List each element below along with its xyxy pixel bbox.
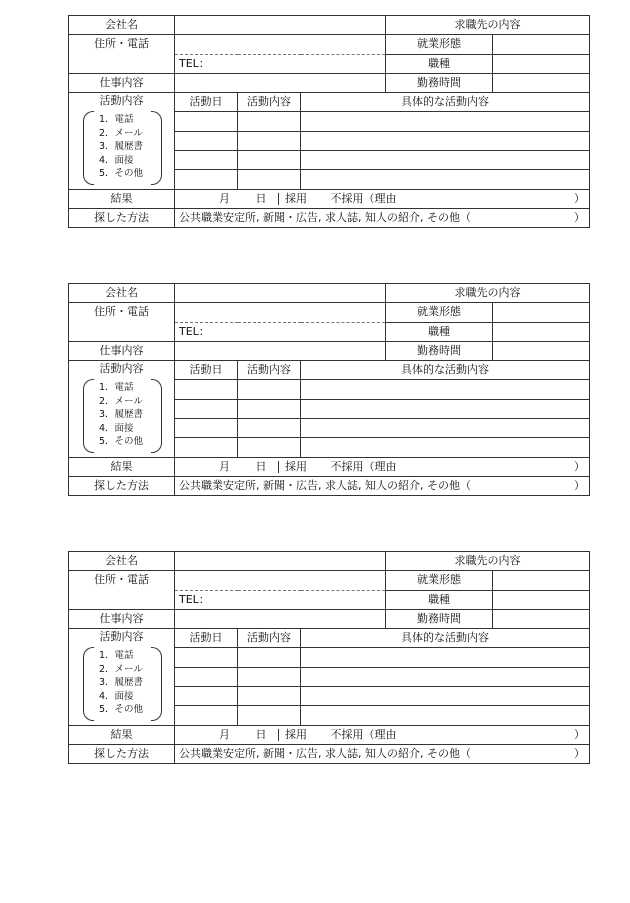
activity-date-input[interactable] bbox=[175, 687, 238, 706]
address-input[interactable] bbox=[175, 303, 386, 322]
activity-detail-input[interactable] bbox=[301, 648, 590, 667]
job-content-input[interactable] bbox=[175, 341, 386, 360]
job-search-record-form bbox=[68, 551, 589, 764]
result-field[interactable] bbox=[175, 189, 590, 208]
activity-detail-input[interactable] bbox=[301, 151, 590, 170]
job-search-record-form bbox=[68, 283, 589, 496]
activity-date-input[interactable] bbox=[175, 667, 238, 686]
activity-detail-input[interactable] bbox=[301, 170, 590, 189]
activity-content-input[interactable] bbox=[238, 706, 301, 725]
job-content-label: 仕事内容 bbox=[69, 609, 175, 628]
activity-date-header: 活動日 bbox=[175, 93, 238, 112]
employment-type-input[interactable] bbox=[493, 303, 590, 322]
activity-date-header: 活動日 bbox=[175, 361, 238, 380]
activity-content-input[interactable] bbox=[238, 399, 301, 418]
activity-content-input[interactable] bbox=[238, 170, 301, 189]
job-content-label: 仕事内容 bbox=[69, 341, 175, 360]
result-field[interactable] bbox=[175, 725, 590, 744]
activity-type-list bbox=[83, 647, 162, 721]
activity-date-input[interactable] bbox=[175, 380, 238, 399]
employment-type-label: 就業形態 bbox=[386, 303, 493, 322]
rejected-option[interactable]: 不採用（理由 bbox=[330, 191, 397, 205]
activity-type-item: 4．面接 bbox=[99, 690, 134, 702]
activity-content-header: 活動内容 bbox=[238, 361, 301, 380]
activity-label: 活動内容 bbox=[99, 630, 144, 644]
activity-type-item: 2．メール bbox=[99, 395, 143, 407]
method-text: 公共職業安定所, 新聞・広告, 求人誌, 知人の紹介, その他（ bbox=[179, 479, 471, 493]
activity-detail-input[interactable] bbox=[301, 687, 590, 706]
employment-type-label: 就業形態 bbox=[386, 35, 493, 54]
rejected-option[interactable]: 不採用（理由 bbox=[330, 459, 397, 473]
job-type-input[interactable] bbox=[493, 590, 590, 609]
right-paren-shape bbox=[151, 647, 162, 721]
activity-types-cell bbox=[69, 93, 175, 189]
job-content-input[interactable] bbox=[175, 609, 386, 628]
activity-type-item: 5．その他 bbox=[99, 168, 144, 180]
work-hours-input[interactable] bbox=[493, 609, 590, 628]
company-input[interactable] bbox=[175, 552, 386, 571]
result-label: 結果 bbox=[69, 189, 175, 208]
work-hours-input[interactable] bbox=[493, 73, 590, 92]
activity-date-input[interactable] bbox=[175, 706, 238, 725]
activity-date-input[interactable] bbox=[175, 131, 238, 150]
activity-detail-input[interactable] bbox=[301, 706, 590, 725]
day-label: 日 bbox=[255, 459, 267, 473]
work-hours-label: 勤務時間 bbox=[386, 341, 493, 360]
activity-type-item: 3．履歴書 bbox=[99, 409, 144, 421]
activity-content-header: 活動内容 bbox=[238, 93, 301, 112]
employment-type-input[interactable] bbox=[493, 571, 590, 590]
day-label: 日 bbox=[255, 191, 267, 205]
job-type-input[interactable] bbox=[493, 54, 590, 73]
activity-content-input[interactable] bbox=[238, 438, 301, 457]
activity-type-item: 5．その他 bbox=[99, 704, 144, 716]
method-label: 探した方法 bbox=[69, 744, 175, 763]
activity-date-header: 活動日 bbox=[175, 629, 238, 648]
adopted-option[interactable]: 採用 bbox=[278, 461, 307, 473]
job-search-record-form bbox=[68, 15, 589, 228]
month-label: 月 bbox=[219, 459, 230, 473]
job-type-input[interactable] bbox=[493, 322, 590, 341]
company-label: 会社名 bbox=[69, 284, 175, 303]
activity-type-item: 3．履歴書 bbox=[99, 141, 144, 153]
method-field[interactable] bbox=[175, 208, 590, 227]
method-label: 探した方法 bbox=[69, 476, 175, 495]
method-field[interactable] bbox=[175, 744, 590, 763]
activity-types-cell bbox=[69, 361, 175, 457]
work-hours-input[interactable] bbox=[493, 341, 590, 360]
company-input[interactable] bbox=[175, 284, 386, 303]
close-paren: ） bbox=[574, 727, 585, 741]
right-paren-shape bbox=[151, 379, 162, 453]
activity-label: 活動内容 bbox=[99, 94, 144, 108]
tel-field[interactable]: TEL： bbox=[175, 54, 386, 73]
activity-detail-header: 具体的な活動内容 bbox=[301, 361, 590, 380]
address-input[interactable] bbox=[175, 571, 386, 590]
close-paren: ） bbox=[574, 459, 585, 473]
left-paren-shape bbox=[83, 647, 94, 721]
month-label: 月 bbox=[219, 191, 230, 205]
activity-content-input[interactable] bbox=[238, 648, 301, 667]
activity-content-input[interactable] bbox=[238, 131, 301, 150]
employment-type-label: 就業形態 bbox=[386, 571, 493, 590]
close-paren: ） bbox=[574, 191, 585, 205]
company-input[interactable] bbox=[175, 16, 386, 35]
activity-type-list bbox=[83, 379, 162, 453]
rejected-option[interactable]: 不採用（理由 bbox=[330, 727, 397, 741]
activity-detail-header: 具体的な活動内容 bbox=[301, 629, 590, 648]
activity-content-input[interactable] bbox=[238, 380, 301, 399]
activity-date-input[interactable] bbox=[175, 438, 238, 457]
job-content-input[interactable] bbox=[175, 73, 386, 92]
activity-detail-input[interactable] bbox=[301, 438, 590, 457]
day-label: 日 bbox=[255, 727, 267, 741]
close-paren: ） bbox=[574, 479, 585, 493]
activity-date-input[interactable] bbox=[175, 419, 238, 438]
job-info-label: 求職先の内容 bbox=[386, 552, 590, 571]
adopted-option[interactable]: 採用 bbox=[278, 193, 307, 205]
method-text: 公共職業安定所, 新聞・広告, 求人誌, 知人の紹介, その他（ bbox=[179, 747, 471, 761]
activity-detail-input[interactable] bbox=[301, 419, 590, 438]
activity-detail-input[interactable] bbox=[301, 112, 590, 131]
activity-detail-input[interactable] bbox=[301, 131, 590, 150]
activity-date-input[interactable] bbox=[175, 151, 238, 170]
result-label: 結果 bbox=[69, 725, 175, 744]
close-paren: ） bbox=[574, 747, 585, 761]
method-label: 探した方法 bbox=[69, 208, 175, 227]
activity-content-header: 活動内容 bbox=[238, 629, 301, 648]
result-field[interactable] bbox=[175, 457, 590, 476]
activity-date-input[interactable] bbox=[175, 399, 238, 418]
activity-content-input[interactable] bbox=[238, 687, 301, 706]
address-label: 住所・電話 bbox=[69, 35, 175, 74]
activity-type-item: 4．面接 bbox=[99, 422, 134, 434]
address-label: 住所・電話 bbox=[69, 303, 175, 342]
left-paren-shape bbox=[83, 379, 94, 453]
activity-content-input[interactable] bbox=[238, 419, 301, 438]
activity-type-item: 1．電話 bbox=[99, 382, 134, 394]
activity-date-input[interactable] bbox=[175, 648, 238, 667]
activity-detail-input[interactable] bbox=[301, 667, 590, 686]
company-label: 会社名 bbox=[69, 552, 175, 571]
month-label: 月 bbox=[219, 727, 230, 741]
adopted-option[interactable]: 採用 bbox=[278, 729, 307, 741]
job-type-label: 職種 bbox=[386, 322, 493, 341]
activity-type-item: 1．電話 bbox=[99, 114, 134, 126]
close-paren: ） bbox=[574, 211, 585, 225]
address-input[interactable] bbox=[175, 35, 386, 54]
activity-content-input[interactable] bbox=[238, 667, 301, 686]
activity-date-input[interactable] bbox=[175, 112, 238, 131]
result-label: 結果 bbox=[69, 457, 175, 476]
activity-detail-header: 具体的な活動内容 bbox=[301, 93, 590, 112]
activity-type-item: 3．履歴書 bbox=[99, 677, 144, 689]
activity-type-item: 5．その他 bbox=[99, 436, 144, 448]
employment-type-input[interactable] bbox=[493, 35, 590, 54]
method-text: 公共職業安定所, 新聞・広告, 求人誌, 知人の紹介, その他（ bbox=[179, 211, 471, 225]
activity-content-input[interactable] bbox=[238, 112, 301, 131]
activity-type-item: 4．面接 bbox=[99, 154, 134, 166]
activity-detail-input[interactable] bbox=[301, 380, 590, 399]
job-type-label: 職種 bbox=[386, 54, 493, 73]
activity-date-input[interactable] bbox=[175, 170, 238, 189]
job-info-label: 求職先の内容 bbox=[386, 284, 590, 303]
activity-type-list bbox=[83, 111, 162, 185]
job-info-label: 求職先の内容 bbox=[386, 16, 590, 35]
activity-label: 活動内容 bbox=[99, 362, 144, 376]
activity-content-input[interactable] bbox=[238, 151, 301, 170]
right-paren-shape bbox=[151, 111, 162, 185]
method-field[interactable] bbox=[175, 476, 590, 495]
activity-type-item: 2．メール bbox=[99, 663, 143, 675]
tel-field[interactable]: TEL： bbox=[175, 322, 386, 341]
company-label: 会社名 bbox=[69, 16, 175, 35]
job-content-label: 仕事内容 bbox=[69, 73, 175, 92]
job-type-label: 職種 bbox=[386, 590, 493, 609]
address-label: 住所・電話 bbox=[69, 571, 175, 610]
activity-types-cell bbox=[69, 629, 175, 725]
work-hours-label: 勤務時間 bbox=[386, 73, 493, 92]
work-hours-label: 勤務時間 bbox=[386, 609, 493, 628]
activity-type-item: 2．メール bbox=[99, 127, 143, 139]
tel-field[interactable]: TEL： bbox=[175, 590, 386, 609]
activity-detail-input[interactable] bbox=[301, 399, 590, 418]
activity-type-item: 1．電話 bbox=[99, 650, 134, 662]
left-paren-shape bbox=[83, 111, 94, 185]
